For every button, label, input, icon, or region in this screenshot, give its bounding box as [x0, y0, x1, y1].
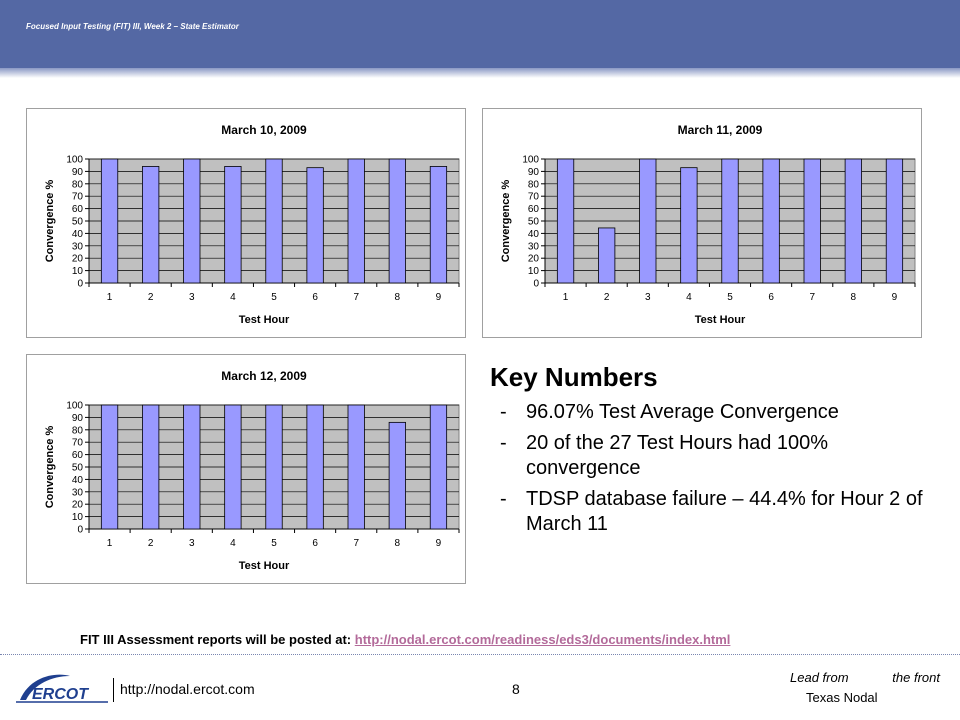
y-tick-label: 50 — [527, 216, 539, 228]
y-axis-title: Convergence % — [500, 179, 512, 263]
y-tick-label: 0 — [533, 278, 539, 290]
y-tick-label: 50 — [71, 216, 83, 228]
y-tick-label: 70 — [71, 191, 83, 203]
x-tick-label: 7 — [809, 292, 816, 303]
key-number-text: 96.07% Test Average Convergence — [526, 401, 839, 423]
y-tick-label: 80 — [527, 179, 539, 191]
bar — [184, 405, 200, 529]
x-tick-label: 7 — [353, 538, 360, 549]
y-tick-label: 0 — [77, 278, 83, 290]
y-tick-label: 50 — [71, 462, 83, 474]
x-tick-label: 4 — [230, 538, 236, 549]
bar-chart-svg — [483, 109, 923, 339]
x-tick-label: 5 — [727, 292, 733, 303]
x-tick-label: 9 — [435, 538, 442, 549]
chart-march-10 — [26, 108, 466, 338]
bar-chart-svg — [27, 355, 467, 585]
x-tick-label: 2 — [147, 538, 154, 549]
bar — [557, 159, 573, 283]
assessment-text: FIT III Assessment reports will be posted at: — [80, 632, 352, 647]
y-tick-label: 100 — [522, 154, 539, 166]
chart-title: March 11, 2009 — [677, 123, 763, 137]
x-tick-label: 8 — [394, 538, 401, 549]
y-tick-label: 100 — [66, 154, 83, 166]
bar — [142, 166, 158, 283]
subtagline: Texas Nodal — [806, 690, 878, 705]
bar — [886, 159, 902, 283]
x-tick-label: 4 — [230, 292, 236, 303]
bar — [142, 405, 158, 529]
footer-separator — [113, 678, 114, 702]
chart-title: March 12, 2009 — [221, 369, 307, 383]
bar — [307, 168, 323, 283]
tagline-right: the front — [892, 670, 940, 685]
bar — [389, 159, 405, 283]
page-number: 8 — [512, 681, 520, 697]
tagline-left: Lead from — [790, 670, 849, 685]
x-tick-label: 6 — [312, 292, 318, 303]
y-tick-label: 90 — [71, 166, 83, 178]
y-tick-label: 40 — [71, 474, 83, 486]
y-tick-label: 60 — [527, 204, 539, 216]
bar — [430, 166, 446, 283]
chart-march-12 — [26, 354, 466, 584]
bar — [804, 159, 820, 283]
y-tick-label: 10 — [527, 266, 539, 278]
bar — [101, 159, 117, 283]
y-tick-label: 70 — [527, 191, 539, 203]
bar — [640, 159, 656, 283]
x-tick-label: 9 — [435, 292, 442, 303]
footer-rule — [0, 654, 960, 657]
y-tick-label: 80 — [71, 179, 83, 191]
bar — [266, 405, 282, 529]
x-tick-label: 9 — [891, 292, 898, 303]
y-tick-label: 70 — [71, 437, 83, 449]
x-tick-label: 1 — [562, 292, 569, 303]
key-numbers-title: Key Numbers — [490, 362, 658, 392]
x-tick-label: 1 — [106, 538, 113, 549]
y-tick-label: 100 — [66, 400, 83, 412]
y-tick-label: 10 — [71, 512, 83, 524]
key-number-item — [490, 400, 940, 425]
bar — [763, 159, 779, 283]
x-tick-label: 8 — [394, 292, 401, 303]
y-tick-label: 30 — [71, 241, 83, 253]
key-numbers-list — [490, 400, 940, 543]
bar — [598, 228, 614, 283]
assessment-link[interactable]: http://nodal.ercot.com/readiness/eds3/documents/index.html — [354, 632, 731, 647]
y-tick-label: 20 — [71, 499, 83, 511]
bar — [184, 159, 200, 283]
ercot-logo-text: ERCOT — [32, 686, 88, 703]
x-tick-label: 3 — [644, 292, 651, 303]
y-tick-label: 90 — [71, 412, 83, 424]
key-number-text: TDSP database failure – 44.4% for Hour 2 of March 11 — [526, 488, 923, 535]
y-tick-label: 30 — [71, 487, 83, 499]
x-tick-label: 7 — [353, 292, 360, 303]
bullet-dash: - — [500, 401, 507, 423]
y-tick-label: 10 — [71, 266, 83, 278]
key-number-item — [490, 487, 940, 537]
x-tick-label: 1 — [106, 292, 113, 303]
bar — [225, 405, 241, 529]
x-tick-label: 4 — [686, 292, 692, 303]
chart-title: March 10, 2009 — [221, 123, 307, 137]
key-number-text: 20 of the 27 Test Hours had 100% convergence — [526, 432, 829, 479]
bar — [101, 405, 117, 529]
bullet-dash: - — [500, 488, 507, 510]
x-tick-label: 2 — [147, 292, 154, 303]
x-tick-label: 6 — [768, 292, 774, 303]
bar — [430, 405, 446, 529]
bar — [348, 405, 364, 529]
x-tick-label: 6 — [312, 538, 318, 549]
x-tick-label: 2 — [603, 292, 610, 303]
x-axis-title: Test Hour — [694, 314, 746, 326]
chart-march-11 — [482, 108, 922, 338]
y-tick-label: 40 — [71, 228, 83, 240]
x-tick-label: 5 — [271, 292, 277, 303]
y-tick-label: 0 — [77, 524, 83, 536]
x-axis-title: Test Hour — [238, 314, 290, 326]
slide-header-title: Focused Input Testing (FIT) III, Week 2 – State Estimator — [26, 22, 239, 31]
x-tick-label: 8 — [850, 292, 857, 303]
bullet-dash: - — [500, 432, 507, 454]
y-tick-label: 20 — [527, 253, 539, 265]
y-tick-label: 30 — [527, 241, 539, 253]
bar-chart-svg — [27, 109, 467, 339]
y-tick-label: 60 — [71, 204, 83, 216]
ercot-logo-icon — [12, 670, 112, 706]
y-axis-title: Convergence % — [44, 425, 56, 509]
header-band — [0, 0, 960, 68]
x-tick-label: 3 — [188, 292, 195, 303]
y-tick-label: 20 — [71, 253, 83, 265]
x-tick-label: 5 — [271, 538, 277, 549]
bar — [225, 166, 241, 283]
x-axis-title: Test Hour — [238, 560, 290, 572]
y-axis-title: Convergence % — [44, 179, 56, 263]
footer-url[interactable]: http://nodal.ercot.com — [120, 681, 255, 697]
bar — [722, 159, 738, 283]
bar — [266, 159, 282, 283]
key-number-item — [490, 431, 940, 481]
y-tick-label: 40 — [527, 228, 539, 240]
bar — [681, 168, 697, 283]
bar — [389, 422, 405, 529]
bar — [307, 405, 323, 529]
bar — [348, 159, 364, 283]
assessment-note — [80, 632, 730, 647]
header-shadow — [0, 68, 960, 78]
y-tick-label: 90 — [527, 166, 539, 178]
x-tick-label: 3 — [188, 538, 195, 549]
y-tick-label: 60 — [71, 450, 83, 462]
y-tick-label: 80 — [71, 425, 83, 437]
bar — [845, 159, 861, 283]
